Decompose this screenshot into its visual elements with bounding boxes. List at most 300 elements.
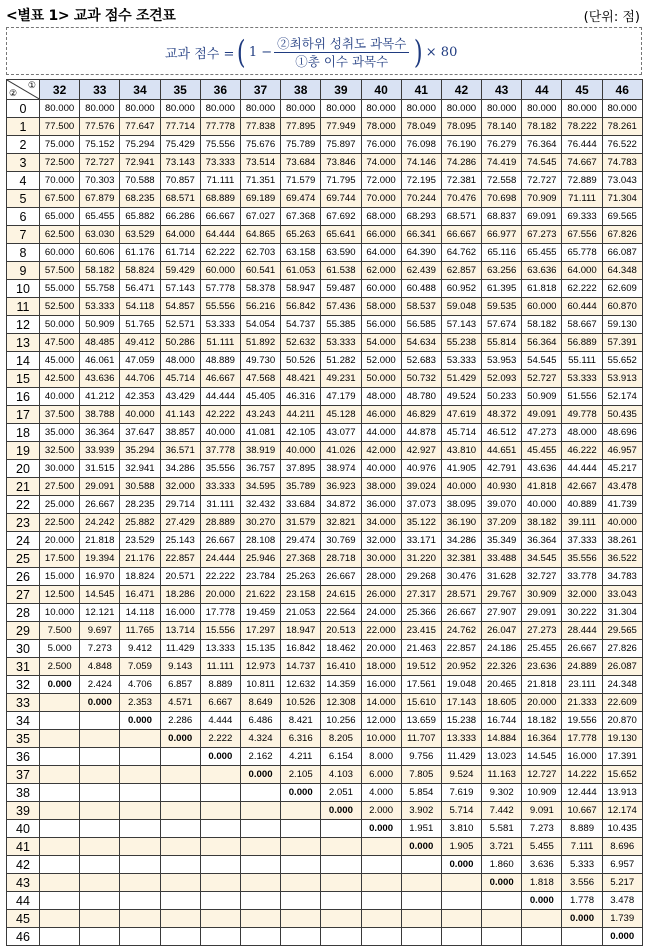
table-cell: 8.889 [562,820,602,838]
table-cell: 10.000 [40,604,80,622]
table-cell [80,892,120,910]
table-cell: 54.118 [120,298,160,316]
table-cell: 65.455 [522,244,562,262]
table-cell [482,910,522,928]
table-cell: 55.556 [200,298,240,316]
table-cell: 21.333 [562,694,602,712]
table-cell: 31.111 [200,496,240,514]
table-cell: 2.000 [361,802,401,820]
table-row [7,550,643,568]
row-header: 39 [7,802,40,820]
table-cell: 5.217 [602,874,642,892]
table-cell: 21.622 [240,586,280,604]
table-cell [160,784,200,802]
table-cell: 11.765 [120,622,160,640]
table-cell: 3.902 [401,802,441,820]
table-cell: 70.303 [80,172,120,190]
table-cell: 78.261 [602,118,642,136]
row-header: 40 [7,820,40,838]
table-cell: 0.000 [281,784,321,802]
table-cell: 78.222 [562,118,602,136]
table-cell: 11.111 [200,658,240,676]
table-cell [240,874,280,892]
table-cell: 20.000 [522,694,562,712]
row-header: 43 [7,874,40,892]
table-cell [120,856,160,874]
table-cell: 40.000 [361,460,401,478]
table-cell: 46.957 [602,442,642,460]
table-cell: 64.865 [240,226,280,244]
table-cell: 58.824 [120,262,160,280]
table-cell: 34.286 [441,532,481,550]
table-cell: 41.905 [441,460,481,478]
table-cell: 57.778 [200,280,240,298]
table-cell: 26.047 [482,622,522,640]
table-cell: 10.526 [281,694,321,712]
table-cell: 45.217 [602,460,642,478]
table-cell: 33.488 [482,550,522,568]
table-cell: 54.000 [361,334,401,352]
table-cell: 17.778 [562,730,602,748]
table-cell: 25.000 [40,496,80,514]
table-cell [160,802,200,820]
table-cell: 41.739 [602,496,642,514]
table-cell: 52.571 [160,316,200,334]
table-cell: 27.500 [40,478,80,496]
table-cell: 65.641 [321,226,361,244]
table-cell: 13.714 [160,622,200,640]
table-row [7,208,643,226]
table-cell: 0.000 [562,910,602,928]
table-cell: 6.857 [160,676,200,694]
table-cell: 26.000 [361,586,401,604]
table-cell [361,892,401,910]
table-cell [160,928,200,946]
table-cell: 55.758 [80,280,120,298]
table-cell: 62.222 [562,280,602,298]
table-cell: 40.000 [281,442,321,460]
table-cell [441,892,481,910]
table-cell: 48.000 [562,424,602,442]
table-cell: 13.333 [200,640,240,658]
table-cell: 35.122 [401,514,441,532]
table-cell [482,928,522,946]
table-cell: 49.231 [321,370,361,388]
table-cell [40,928,80,946]
table-cell: 15.000 [40,568,80,586]
table-cell: 2.162 [240,748,280,766]
table-cell: 45.714 [160,370,200,388]
column-header: 44 [522,80,562,100]
table-cell: 60.541 [240,262,280,280]
table-cell: 47.500 [40,334,80,352]
table-cell: 17.778 [200,604,240,622]
table-cell: 29.565 [602,622,642,640]
table-cell: 80.000 [40,100,80,118]
table-cell: 12.121 [80,604,120,622]
table-cell: 70.857 [160,172,200,190]
table-cell: 37.073 [401,496,441,514]
table-cell: 50.286 [160,334,200,352]
table-cell: 22.857 [441,640,481,658]
table-cell: 25.143 [160,532,200,550]
row-header: 37 [7,766,40,784]
table-cell: 72.000 [361,172,401,190]
table-cell: 35.789 [281,478,321,496]
table-cell: 7.442 [482,802,522,820]
table-cell: 76.000 [361,136,401,154]
table-cell: 30.000 [361,550,401,568]
table-cell: 68.293 [401,208,441,226]
table-cell: 31.628 [482,568,522,586]
table-cell: 25.263 [281,568,321,586]
row-header: 2 [7,136,40,154]
table-cell [80,910,120,928]
table-cell: 36.364 [80,424,120,442]
table-cell: 40.976 [401,460,441,478]
table-cell: 43.243 [240,406,280,424]
table-cell: 51.429 [441,370,481,388]
left-paren: ( [237,33,247,71]
row-header: 41 [7,838,40,856]
table-cell: 16.000 [160,604,200,622]
table-cell: 80.000 [361,100,401,118]
table-cell: 72.889 [562,172,602,190]
table-cell [281,838,321,856]
table-cell: 55.111 [562,352,602,370]
table-cell: 7.619 [441,784,481,802]
table-cell: 7.059 [120,658,160,676]
table-cell: 64.390 [401,244,441,262]
row-header: 29 [7,622,40,640]
table-cell: 41.212 [80,388,120,406]
table-cell: 31.304 [602,604,642,622]
table-cell: 18.605 [482,694,522,712]
table-cell: 38.919 [240,442,280,460]
table-cell: 53.333 [562,370,602,388]
table-cell: 5.854 [401,784,441,802]
table-cell: 0.000 [482,874,522,892]
table-cell: 77.647 [120,118,160,136]
row-header: 34 [7,712,40,730]
table-cell: 60.606 [80,244,120,262]
table-cell: 72.727 [522,172,562,190]
table-cell: 63.158 [281,244,321,262]
table-cell: 1.905 [441,838,481,856]
table-cell: 26.667 [441,604,481,622]
table-cell: 22.500 [40,514,80,532]
table-cell: 60.000 [200,262,240,280]
table-cell: 65.116 [482,244,522,262]
table-cell: 10.435 [602,820,642,838]
table-cell [40,838,80,856]
table-cell: 4.211 [281,748,321,766]
table-cell: 33.171 [401,532,441,550]
table-cell: 35.000 [40,424,80,442]
table-cell: 36.000 [361,496,401,514]
table-cell: 5.000 [40,640,80,658]
table-cell: 49.412 [120,334,160,352]
table-cell: 72.500 [40,154,80,172]
table-cell: 40.889 [562,496,602,514]
table-cell: 23.415 [401,622,441,640]
table-cell [401,874,441,892]
table-cell: 66.977 [482,226,522,244]
table-cell: 28.444 [562,622,602,640]
table-cell: 24.186 [482,640,522,658]
table-cell: 43.810 [441,442,481,460]
table-cell: 31.220 [401,550,441,568]
table-cell: 10.909 [522,784,562,802]
table-cell: 33.939 [80,442,120,460]
table-cell: 59.130 [602,316,642,334]
table-cell: 14.737 [281,658,321,676]
row-header: 19 [7,442,40,460]
table-cell: 67.027 [240,208,280,226]
table-cell: 3.721 [482,838,522,856]
table-cell: 20.571 [160,568,200,586]
table-cell: 1.818 [522,874,562,892]
table-cell: 49.524 [441,388,481,406]
row-header: 9 [7,262,40,280]
table-cell: 15.135 [240,640,280,658]
table-cell: 7.111 [562,838,602,856]
table-cell: 39.111 [562,514,602,532]
corner-cell [7,80,40,100]
table-cell: 72.941 [120,154,160,172]
corner-row-label: ② [9,88,18,98]
table-cell: 65.778 [562,244,602,262]
table-cell: 26.667 [200,532,240,550]
table-cell: 2.424 [80,676,120,694]
column-header: 32 [40,80,80,100]
table-cell: 27.273 [522,622,562,640]
table-cell: 48.000 [361,388,401,406]
table-cell: 30.588 [120,478,160,496]
table-cell: 0.000 [120,712,160,730]
table-cell: 49.730 [240,352,280,370]
table-cell: 62.857 [441,262,481,280]
table-cell: 40.000 [602,514,642,532]
table-cell [40,730,80,748]
table-cell: 4.571 [160,694,200,712]
table-cell: 37.209 [482,514,522,532]
table-row [7,766,643,784]
table-cell [200,910,240,928]
table-cell [160,856,200,874]
table-cell: 44.211 [281,406,321,424]
table-cell: 0.000 [40,676,80,694]
table-cell: 74.000 [361,154,401,172]
table-cell: 67.556 [562,226,602,244]
table-cell: 41.818 [522,478,562,496]
table-row [7,694,643,712]
table-cell [361,856,401,874]
table-cell: 19.512 [401,658,441,676]
table-cell: 48.889 [200,352,240,370]
table-cell: 60.000 [40,244,80,262]
table-cell: 72.195 [401,172,441,190]
table-cell: 23.529 [120,532,160,550]
table-cell: 7.273 [522,820,562,838]
row-header: 28 [7,604,40,622]
row-header: 21 [7,478,40,496]
table-cell [240,928,280,946]
table-cell [200,892,240,910]
table-cell [120,784,160,802]
row-header: 42 [7,856,40,874]
table-row [7,370,643,388]
table-cell: 77.714 [160,118,200,136]
table-cell: 63.529 [120,226,160,244]
table-cell: 71.795 [321,172,361,190]
table-cell: 29.091 [80,478,120,496]
table-cell: 58.182 [80,262,120,280]
table-cell: 0.000 [80,694,120,712]
table-cell: 37.500 [40,406,80,424]
table-cell: 5.333 [562,856,602,874]
table-cell: 8.421 [281,712,321,730]
table-cell: 44.651 [482,442,522,460]
table-cell: 16.364 [522,730,562,748]
table-cell: 73.684 [281,154,321,172]
table-cell: 13.913 [602,784,642,802]
table-cell: 15.610 [401,694,441,712]
fraction-denominator: ①총 이수 과목수 [295,53,389,69]
table-cell: 28.108 [240,532,280,550]
unit-label: (단위: 점) [583,10,640,25]
table-cell: 20.000 [40,532,80,550]
column-header: 34 [120,80,160,100]
table-cell: 20.000 [200,586,240,604]
table-cell: 50.526 [281,352,321,370]
formula-multiplier: × 80 [425,44,458,60]
table-cell: 26.667 [562,640,602,658]
table-cell: 32.941 [120,460,160,478]
table-row [7,388,643,406]
table-cell: 35.349 [482,532,522,550]
table-cell: 58.537 [401,298,441,316]
table-cell: 36.757 [240,460,280,478]
table-row [7,892,643,910]
table-cell: 38.857 [160,424,200,442]
table-cell: 78.140 [482,118,522,136]
table-cell: 45.455 [522,442,562,460]
table-cell: 63.590 [321,244,361,262]
formula-box [6,27,642,75]
table-row [7,568,643,586]
table-cell: 43.478 [602,478,642,496]
table-cell [200,928,240,946]
table-cell: 51.282 [321,352,361,370]
table-cell: 80.000 [482,100,522,118]
fraction-numerator: ②최하위 성취도 과목수 [274,36,409,53]
page-header [6,3,642,27]
table-cell: 73.143 [160,154,200,172]
table-cell: 0.000 [401,838,441,856]
table-cell: 63.636 [522,262,562,280]
table-cell: 37.647 [120,424,160,442]
table-cell: 24.444 [200,550,240,568]
table-cell: 16.410 [321,658,361,676]
table-cell: 30.909 [522,586,562,604]
table-cell: 17.561 [401,676,441,694]
table-cell [80,784,120,802]
table-cell: 4.103 [321,766,361,784]
table-cell: 58.947 [281,280,321,298]
table-cell: 40.930 [482,478,522,496]
column-header: 40 [361,80,401,100]
table-row [7,730,643,748]
table-cell: 41.081 [240,424,280,442]
table-cell: 20.870 [602,712,642,730]
table-cell [562,928,602,946]
table-cell [240,802,280,820]
table-cell: 26.087 [602,658,642,676]
table-cell: 34.783 [602,568,642,586]
page-title: <별표 1> 교과 점수 조견표 [6,8,176,24]
table-cell: 30.476 [441,568,481,586]
table-cell: 25.946 [240,550,280,568]
table-cell [40,910,80,928]
row-header: 11 [7,298,40,316]
table-cell: 56.585 [401,316,441,334]
table-cell: 2.500 [40,658,80,676]
table-cell: 0.000 [240,766,280,784]
table-cell: 44.444 [562,460,602,478]
table-cell [120,874,160,892]
table-cell [200,766,240,784]
table-row [7,784,643,802]
column-header: 43 [482,80,522,100]
table-cell: 72.727 [80,154,120,172]
table-cell: 44.878 [401,424,441,442]
row-header: 8 [7,244,40,262]
table-cell: 32.381 [441,550,481,568]
table-cell: 33.043 [602,586,642,604]
table-cell: 61.538 [321,262,361,280]
table-cell: 80.000 [240,100,280,118]
table-cell: 42.222 [200,406,240,424]
table-cell [80,730,120,748]
table-cell: 68.837 [482,208,522,226]
table-cell: 32.821 [321,514,361,532]
table-cell: 76.444 [562,136,602,154]
row-header: 14 [7,352,40,370]
table-cell: 9.143 [160,658,200,676]
table-cell: 71.304 [602,190,642,208]
table-cell [160,766,200,784]
table-row [7,118,643,136]
table-cell: 77.500 [40,118,80,136]
table-cell: 0.000 [200,748,240,766]
table-cell: 55.652 [602,352,642,370]
table-cell: 22.326 [482,658,522,676]
table-cell: 12.500 [40,586,80,604]
table-cell: 13.333 [441,730,481,748]
table-cell: 27.368 [281,550,321,568]
table-cell: 52.174 [602,388,642,406]
table-cell: 80.000 [200,100,240,118]
table-cell: 16.970 [80,568,120,586]
table-cell [200,802,240,820]
table-cell: 36.190 [441,514,481,532]
table-cell: 68.571 [160,190,200,208]
table-cell [40,892,80,910]
row-header: 26 [7,568,40,586]
table-cell: 21.176 [120,550,160,568]
table-cell: 60.488 [401,280,441,298]
